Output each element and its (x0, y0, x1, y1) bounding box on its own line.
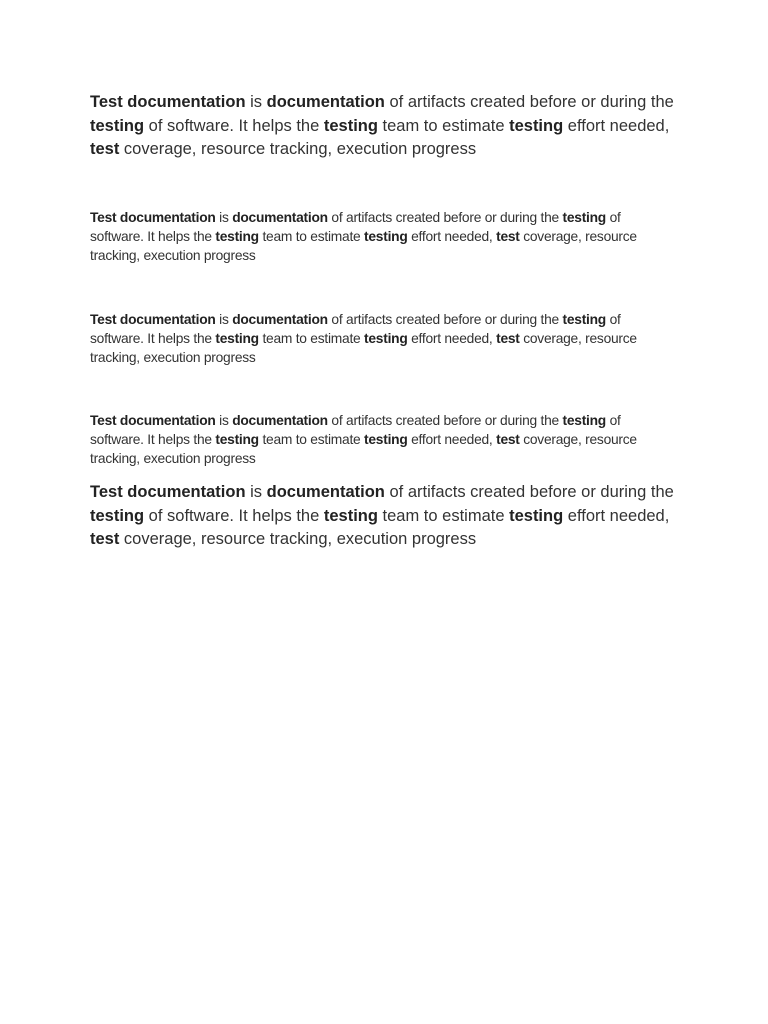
bold-term: Test documentation (90, 210, 216, 225)
text-segment: of software. It helps the (90, 413, 621, 447)
bold-term: testing (364, 229, 408, 244)
text-segment: effort needed, (563, 506, 670, 525)
bold-term: testing (215, 229, 259, 244)
bold-term: testing (562, 210, 606, 225)
text-segment: of artifacts created before or during the (327, 312, 563, 327)
text-segment: is (215, 312, 233, 327)
bold-term: testing (323, 506, 378, 525)
text-segment: of software. It helps the (90, 210, 621, 244)
bold-term: testing (90, 506, 145, 525)
text-segment: effort needed, (407, 229, 497, 244)
paragraph-5 (90, 481, 680, 552)
text-segment: of software. It helps the (144, 506, 324, 525)
bold-term: documentation (232, 312, 328, 327)
bold-term: test (90, 140, 120, 158)
text-segment: coverage, resource tracking, execution progress (119, 140, 477, 158)
bold-term: testing (562, 413, 606, 428)
text-segment: team to estimate (377, 116, 510, 135)
text-segment: coverage, resource tracking, execution progress (90, 432, 637, 466)
bold-term: Test documentation (90, 413, 216, 428)
text-segment: is (245, 93, 267, 111)
bold-term: Test documentation (90, 93, 246, 111)
text-segment: of software. It helps the (144, 116, 324, 135)
text-segment: of artifacts created before or during the (327, 413, 563, 428)
bold-term: documentation (232, 210, 328, 225)
bold-term: testing (215, 331, 259, 346)
text-segment: is (245, 483, 267, 501)
text-segment: coverage, resource tracking, execution progress (119, 530, 477, 548)
text-segment: team to estimate (258, 229, 365, 244)
text-segment: effort needed, (407, 331, 497, 346)
bold-term: Test documentation (90, 483, 246, 501)
text-segment: effort needed, (563, 116, 670, 135)
text-segment: is (215, 210, 233, 225)
paragraph-1 (90, 91, 680, 162)
text-segment: of software. It helps the (90, 312, 621, 346)
bold-term: testing (90, 116, 145, 135)
bold-term: testing (215, 432, 259, 447)
bold-term: documentation (266, 93, 385, 111)
bold-term: testing (562, 312, 606, 327)
text-segment: of artifacts created before or during the (384, 483, 674, 501)
text-segment: of artifacts created before or during the (327, 210, 563, 225)
bold-term: testing (364, 432, 408, 447)
bold-term: test (90, 530, 120, 548)
bold-term: testing (364, 331, 408, 346)
text-segment: coverage, resource tracking, execution progress (90, 229, 637, 263)
text-segment: team to estimate (377, 506, 510, 525)
paragraph-4 (90, 411, 665, 468)
text-segment: team to estimate (258, 331, 365, 346)
paragraph-2 (90, 208, 665, 265)
text-segment: team to estimate (258, 432, 365, 447)
text-segment: of artifacts created before or during the (384, 93, 674, 111)
bold-term: test (496, 229, 520, 244)
bold-term: documentation (232, 413, 328, 428)
text-segment: coverage, resource tracking, execution progress (90, 331, 637, 365)
bold-term: test (496, 331, 520, 346)
bold-term: test (496, 432, 520, 447)
bold-term: Test documentation (90, 312, 216, 327)
paragraph-3 (90, 310, 665, 367)
bold-term: testing (509, 506, 564, 525)
bold-term: testing (323, 116, 378, 135)
text-segment: effort needed, (407, 432, 497, 447)
text-segment: is (215, 413, 233, 428)
bold-term: documentation (266, 483, 385, 501)
bold-term: testing (509, 116, 564, 135)
